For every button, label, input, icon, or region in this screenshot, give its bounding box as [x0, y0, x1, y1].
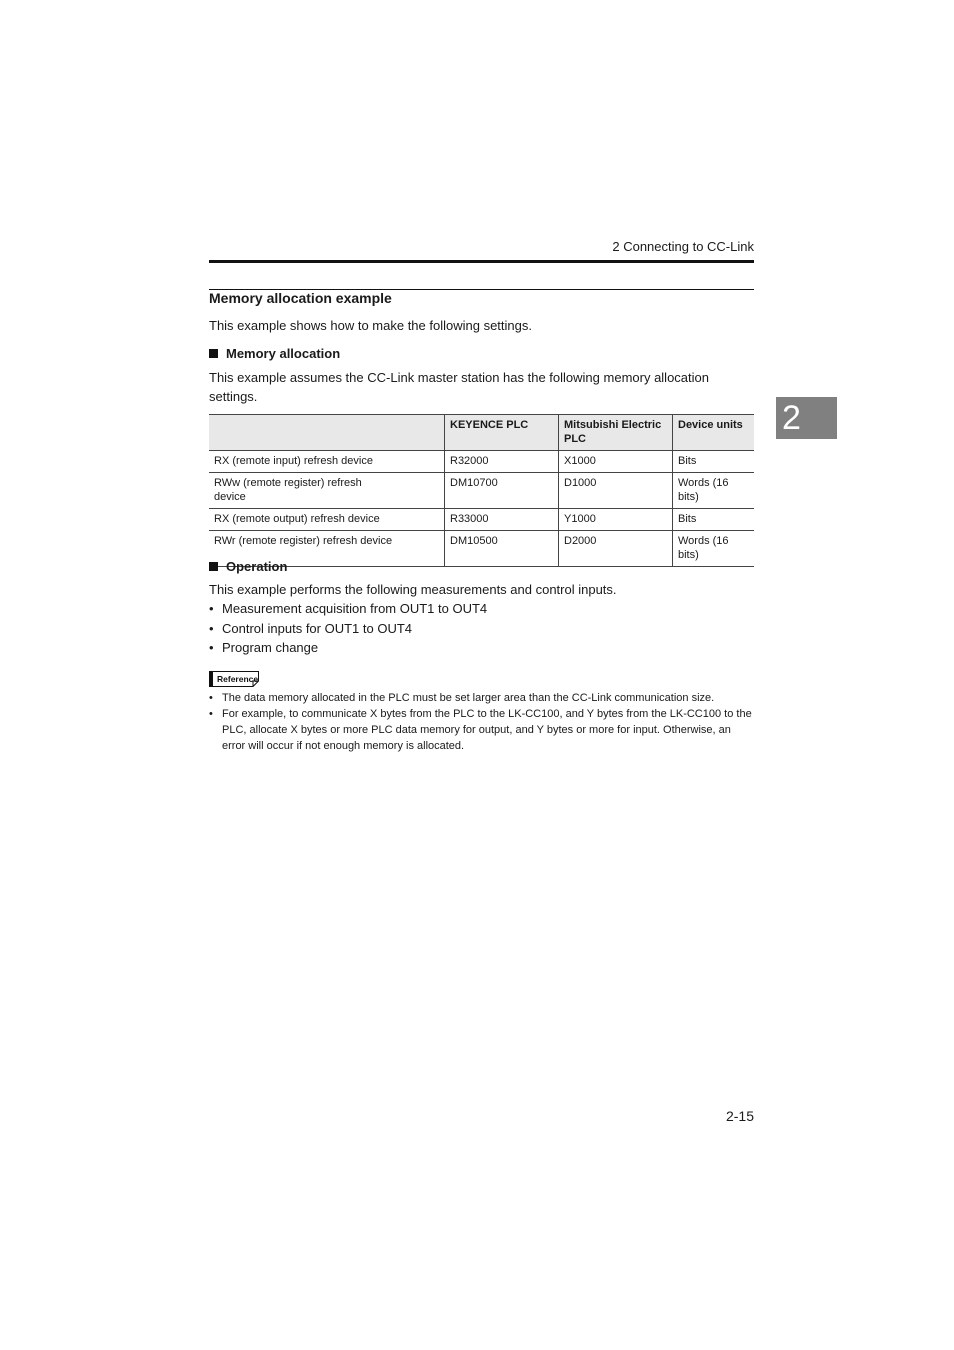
list-item: • The data memory allocated in the PLC must be set larger area than the CC-Link communication size.: [209, 692, 715, 704]
list-item: • Program change: [209, 638, 487, 658]
table-cell: Y1000: [559, 509, 673, 531]
reference-icon: [209, 671, 259, 687]
table-cell: R32000: [445, 451, 559, 473]
reference-notes: [209, 690, 754, 754]
list-item: • Control inputs for OUT1 to OUT4: [209, 619, 487, 639]
table-cell: DM10700: [445, 473, 559, 509]
chapter-header: 2 Connecting to CC-Link: [612, 239, 754, 254]
memory-allocation-text: This example assumes the CC-Link master station has the following memory allocation settings.: [209, 370, 709, 404]
table-cell: RWr (remote register) refresh device: [209, 531, 445, 567]
chapter-tab: 2: [776, 397, 837, 439]
list-item-text: For example, to communicate X bytes from the PLC to the LK-CC100, and Y bytes from the LK-CC100 to the PLC, allocate X bytes or more PLC data memory for output, and Y bytes or more for input. Otherwise, an error will occur if not enough memory is allocated.: [222, 708, 752, 752]
table-row: [209, 451, 754, 473]
operation-heading-text: Operation: [226, 559, 288, 574]
table-cell: R33000: [445, 509, 559, 531]
list-item-text: Control inputs for OUT1 to OUT4: [222, 620, 413, 636]
operation-heading: [209, 559, 287, 574]
list-item: • Measurement acquisition from OUT1 to OUT4: [209, 599, 487, 619]
table-header-cell: [209, 415, 445, 451]
table-cell: RX (remote input) refresh device: [209, 451, 445, 473]
operation-text: This example performs the following measurements and control inputs.: [209, 582, 617, 597]
table-cell: Bits: [673, 451, 755, 473]
table-header-cell: KEYENCE PLC: [445, 415, 559, 451]
table-cell: RWw (remote register) refresh device: [209, 473, 445, 509]
memory-allocation-heading-text: Memory allocation: [226, 346, 341, 361]
table-cell: Words (16 bits): [673, 531, 755, 567]
list-item-text: Measurement acquisition from OUT1 to OUT4: [222, 601, 488, 616]
section-intro: This example shows how to make the following settings.: [209, 318, 532, 333]
table-header-cell: Mitsubishi Electric PLC: [559, 415, 673, 451]
table-header-cell: Device units: [673, 415, 755, 451]
table-cell: Words (16 bits): [673, 473, 755, 509]
table-cell: Bits: [673, 509, 755, 531]
list-item-text: Program change: [222, 640, 319, 655]
table-row: [209, 473, 754, 509]
table-cell: D1000: [559, 473, 673, 509]
square-bullet-icon: [209, 562, 218, 571]
table-header-row: [209, 415, 754, 451]
memory-allocation-table: [209, 414, 754, 567]
section-title: Memory allocation example: [209, 290, 392, 306]
list-item-text: The data memory allocated in the PLC must be set larger area than the CC-Link communication size.: [222, 692, 715, 704]
table-cell: DM10500: [445, 531, 559, 567]
table-row: [209, 531, 754, 567]
list-item: • For example, to communicate X bytes from the PLC to the LK-CC100, and Y bytes from the LK-CC100 to the PLC, allocate X bytes or more PLC data memory for output, and Y bytes or more for input. Otherwise, an error will occur if not enough memory is allocated.: [209, 706, 754, 754]
square-bullet-icon: [209, 349, 218, 358]
table-cell: RX (remote output) refresh device: [209, 509, 445, 531]
header-rule: [209, 260, 754, 263]
table-row: [209, 509, 754, 531]
page-number: 2-15: [725, 1108, 754, 1124]
table-cell: X1000: [559, 451, 673, 473]
memory-allocation-heading: [209, 346, 340, 361]
table-cell: D2000: [559, 531, 673, 567]
reference-label: Reference: [217, 674, 259, 684]
operation-bullet-list: [209, 599, 487, 658]
